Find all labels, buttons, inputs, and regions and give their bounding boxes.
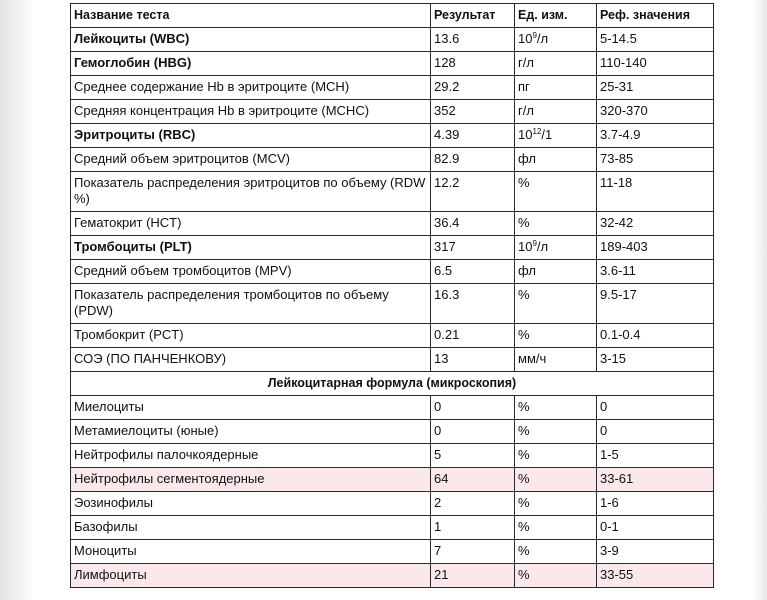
table-row [71,468,714,492]
table-row [71,100,714,124]
table-row [71,444,714,468]
header-reference: Реф. значения [597,4,714,28]
reference-cell: 5-14.5 [597,28,714,52]
unit-cell [515,28,597,52]
unit-cell [515,236,597,260]
reference-cell: 189-403 [597,236,714,260]
table-row [71,516,714,540]
unit-tail: /1 [541,127,553,142]
result-cell: 2 [431,492,515,516]
table-row [71,28,714,52]
unit-base: 10 [518,31,533,46]
table-row [71,148,714,172]
reference-cell: 3.7-4.9 [597,124,714,148]
test-name-cell: Показатель распределения тромбоцитов по объему (PDW) [71,284,431,324]
table-row [71,540,714,564]
unit-cell: г/л [515,100,597,124]
unit-cell: пг [515,76,597,100]
header-result: Результат [431,4,515,28]
table-body [71,28,714,588]
table-row [71,52,714,76]
test-name-cell: Тромбокрит (PCT) [71,324,431,348]
reference-cell: 0 [597,420,714,444]
reference-cell: 0-1 [597,516,714,540]
test-name-cell: Лимфоциты [71,564,431,588]
table-row [71,420,714,444]
unit-cell: % [515,324,597,348]
reference-cell: 1-5 [597,444,714,468]
result-cell: 0 [431,396,515,420]
reference-cell: 25-31 [597,76,714,100]
table-row [71,492,714,516]
result-cell: 12.2 [431,172,515,212]
test-name-cell: Метамиелоциты (юные) [71,420,431,444]
table-row [71,284,714,324]
result-cell: 5 [431,444,515,468]
unit-cell: % [515,396,597,420]
unit-cell: % [515,540,597,564]
test-name-cell: Средний объем тромбоцитов (MPV) [71,260,431,284]
test-name-cell: Лейкоциты (WBC) [71,28,431,52]
reference-cell: 32-42 [597,212,714,236]
unit-cell [515,124,597,148]
result-cell: 29.2 [431,76,515,100]
test-name-cell: Средний объем эритроцитов (MCV) [71,148,431,172]
table-row [71,348,714,372]
unit-tail: /л [536,239,549,254]
table-row [71,260,714,284]
reference-cell: 0 [597,396,714,420]
unit-cell: г/л [515,52,597,76]
reference-cell: 0.1-0.4 [597,324,714,348]
unit-cell: % [515,444,597,468]
table-row [71,564,714,588]
reference-cell: 3-15 [597,348,714,372]
table-row [71,396,714,420]
test-name-cell: Нейтрофилы сегментоядерные [71,468,431,492]
table-row [71,76,714,100]
table-row [71,212,714,236]
unit-exponent: 9 [532,239,537,248]
test-name-cell: Моноциты [71,540,431,564]
result-cell: 13 [431,348,515,372]
test-name-cell: СОЭ (ПО ПАНЧЕНКОВУ) [71,348,431,372]
table-row [71,236,714,260]
table-row [71,324,714,348]
unit-cell: фл [515,260,597,284]
unit-cell: % [515,468,597,492]
test-name-cell: Показатель распределения эритроцитов по объему (RDW %) [71,172,431,212]
test-name-cell: Нейтрофилы палочкоядерные [71,444,431,468]
result-cell: 7 [431,540,515,564]
unit-base: 10 [518,239,533,254]
result-cell: 64 [431,468,515,492]
test-name-cell: Среднее содержание Hb в эритроците (MCH) [71,76,431,100]
unit-base: 10 [518,127,533,142]
unit-cell: % [515,420,597,444]
unit-tail: /л [536,31,549,46]
reference-cell: 11-18 [597,172,714,212]
unit-cell: фл [515,148,597,172]
test-name-cell: Гемоглобин (HBG) [71,52,431,76]
reference-cell: 73-85 [597,148,714,172]
table-row [71,124,714,148]
reference-cell: 320-370 [597,100,714,124]
test-name-cell: Эритроциты (RBC) [71,124,431,148]
result-cell: 36.4 [431,212,515,236]
result-cell: 1 [431,516,515,540]
result-cell: 0 [431,420,515,444]
reference-cell: 9.5-17 [597,284,714,324]
header-unit: Ед. изм. [515,4,597,28]
reference-cell: 3-9 [597,540,714,564]
result-cell: 4.39 [431,124,515,148]
test-name-cell: Гематокрит (HCT) [71,212,431,236]
lab-results-table [70,3,714,588]
result-cell: 82.9 [431,148,515,172]
test-name-cell: Эозинофилы [71,492,431,516]
test-name-cell: Тромбоциты (PLT) [71,236,431,260]
unit-cell: мм/ч [515,348,597,372]
result-cell: 13.6 [431,28,515,52]
unit-cell: % [515,516,597,540]
result-cell: 0.21 [431,324,515,348]
unit-exponent: 12 [532,127,542,136]
table-row [71,172,714,212]
reference-cell: 110-140 [597,52,714,76]
result-cell: 6.5 [431,260,515,284]
unit-cell: % [515,284,597,324]
reference-cell: 33-55 [597,564,714,588]
page-shadow-left [0,0,34,600]
result-cell: 16.3 [431,284,515,324]
result-cell: 21 [431,564,515,588]
result-cell: 317 [431,236,515,260]
test-name-cell: Миелоциты [71,396,431,420]
result-cell: 352 [431,100,515,124]
unit-cell: % [515,172,597,212]
reference-cell: 33-61 [597,468,714,492]
result-cell: 128 [431,52,515,76]
test-name-cell: Средняя концентрация Hb в эритроците (MCHC) [71,100,431,124]
unit-exponent: 9 [532,31,537,40]
table-header-row [71,4,714,28]
unit-cell: % [515,212,597,236]
page-shadow-right [751,0,767,600]
test-name-cell: Базофилы [71,516,431,540]
unit-cell: % [515,564,597,588]
reference-cell: 3.6-11 [597,260,714,284]
reference-cell: 1-6 [597,492,714,516]
section-title: Лейкоцитарная формула (микроскопия) [71,372,714,396]
section-header-row [71,372,714,396]
header-test-name: Название теста [71,4,431,28]
unit-cell: % [515,492,597,516]
